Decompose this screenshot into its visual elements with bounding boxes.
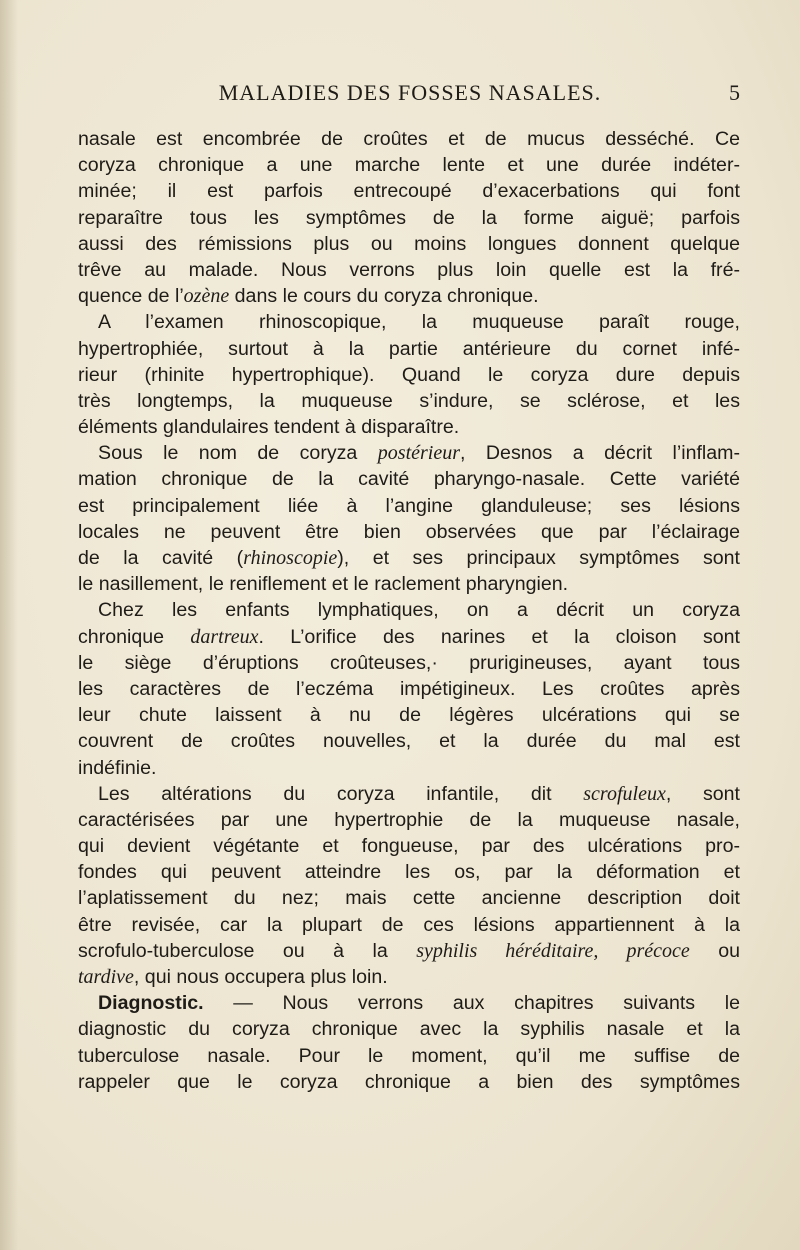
text-line — [78, 964, 740, 990]
text-segment: diagnostic du coryza chronique avec la syphilis nasale et la — [78, 1018, 740, 1041]
text-line — [78, 519, 740, 545]
bold-text: Diagnostic. — [98, 992, 204, 1015]
running-title: MALADIES DES FOSSES NASALES. — [218, 80, 602, 105]
text-segment: rappeler que le coryza chronique a bien des symptômes — [78, 1070, 740, 1093]
text-line — [78, 859, 740, 885]
text-line — [78, 885, 740, 911]
italic-text: scrofuleux — [583, 782, 666, 805]
text-segment: chronique — [78, 625, 191, 648]
text-line — [78, 126, 740, 152]
text-segment: qui devient végétante et fongueuse, par des ulcérations pro- — [78, 835, 740, 858]
text-segment: aussi des rémissions plus ou moins longues donnent quelque — [78, 232, 740, 255]
text-segment: locales ne peuvent être bien observées que par l’éclairage — [78, 520, 740, 543]
text-segment: trêve au malade. Nous verrons plus loin quelle est la fré- — [78, 258, 740, 281]
text-segment: ou — [689, 939, 740, 962]
text-line — [78, 362, 740, 388]
text-line — [78, 833, 740, 859]
text-segment: ), et ses principaux symptômes sont — [337, 547, 740, 569]
text-line — [78, 414, 740, 440]
text-segment: le siège d’éruptions croûteuses,· prurigineuses, ayant tous — [78, 651, 740, 674]
text-line — [78, 597, 740, 623]
text-segment: minée; il est parfois entrecoupé d’exacerbations qui font — [78, 180, 740, 203]
text-line — [78, 702, 740, 728]
text-line — [78, 938, 740, 964]
text-line — [78, 257, 740, 283]
text-line — [78, 1016, 740, 1042]
text-line — [78, 624, 740, 650]
page-header — [80, 80, 740, 112]
text-segment: scrofulo-tuberculose ou à la — [78, 939, 417, 962]
text-line — [78, 493, 740, 519]
text-line — [78, 650, 740, 676]
text-line — [78, 1069, 740, 1095]
text-segment: l’aplatissement du nez; mais cette ancienne description doit — [78, 887, 740, 910]
text-segment: hypertrophiée, surtout à la partie antérieure du cornet infé- — [78, 337, 740, 360]
text-segment: . L’orifice des narines et la cloison sont — [258, 625, 740, 648]
text-segment: Chez les enfants lymphatiques, on a décrit un coryza — [98, 599, 740, 622]
text-segment: leur chute laissent à nu de légères ulcérations qui se — [78, 704, 740, 727]
text-segment: coryza chronique a une marche lente et une durée indéter- — [78, 154, 740, 177]
text-segment: , sont — [665, 782, 740, 805]
text-line — [78, 755, 740, 781]
text-segment: Sous le nom de coryza — [98, 442, 378, 465]
text-line — [78, 912, 740, 938]
text-segment: tuberculose nasale. Pour le moment, qu’il me suffise de — [78, 1044, 740, 1067]
text-line — [78, 807, 740, 833]
text-segment: reparaître tous les symptômes de la forme aiguë; parfois — [78, 206, 740, 229]
text-segment: mation chronique de la cavité pharyngo-nasale. Cette variété — [78, 468, 740, 491]
text-segment: dans le cours du coryza chronique. — [229, 285, 539, 308]
text-line — [78, 309, 740, 335]
text-line — [78, 388, 740, 414]
text-segment: couvrent de croûtes nouvelles, et la durée du mal est — [78, 730, 740, 753]
text-segment: les caractères de l’eczéma impétigineux. Les croûtes après — [78, 677, 740, 700]
text-line — [78, 1043, 740, 1069]
text-segment: le nasillement, le reniflement et le raclement pharyngien. — [78, 573, 569, 596]
text-segment: éléments glandulaires tendent à disparaître. — [78, 416, 460, 439]
text-segment: A l’examen rhinoscopique, la muqueuse paraît rouge, — [98, 311, 740, 334]
text-line — [78, 728, 740, 754]
italic-text: ozène — [183, 285, 230, 308]
text-segment: caractérisées par une hypertrophie de la muqueuse nasale, — [78, 808, 740, 831]
text-segment: fondes qui peuvent atteindre les os, par la déformation et — [78, 861, 740, 884]
text-line — [78, 283, 740, 309]
text-segment: nasale est encombrée de croûtes et de mucus desséché. Ce — [78, 128, 740, 150]
text-line — [78, 231, 740, 257]
text-line — [78, 152, 740, 178]
italic-text: dartreux — [190, 625, 259, 648]
text-line — [78, 178, 740, 204]
text-segment: être revisée, car la plupart de ces lésions appartiennent à la — [78, 913, 740, 936]
page-number: 5 — [729, 80, 740, 105]
text-line — [78, 571, 740, 597]
text-line — [78, 440, 740, 466]
text-segment: rieur (rhinite hypertrophique). Quand le coryza dure depuis — [78, 363, 740, 386]
text-segment: , Desnos a décrit l’inflam- — [460, 442, 740, 465]
body-text — [78, 126, 740, 1095]
text-line — [78, 336, 740, 362]
text-segment: très longtemps, la muqueuse s’indure, se sclérose, et les — [78, 389, 740, 412]
text-line — [78, 466, 740, 492]
italic-text: syphilis héréditaire, précoce — [416, 939, 690, 962]
text-line — [78, 676, 740, 702]
text-segment: de la cavité ( — [78, 547, 244, 569]
text-segment: quence de l’ — [78, 285, 184, 308]
text-segment: — Nous verrons aux chapitres suivants le — [203, 992, 740, 1015]
text-line — [78, 545, 740, 571]
text-segment: , qui nous occupera plus loin. — [133, 966, 388, 988]
page-spine-shadow — [0, 0, 18, 1250]
italic-text: tardive — [78, 966, 134, 988]
text-segment: indéfinie. — [78, 756, 157, 779]
italic-text: rhinoscopie — [243, 547, 338, 569]
italic-text: postérieur — [377, 442, 461, 465]
text-segment: Les altérations du coryza infantile, dit — [98, 782, 584, 805]
text-line — [78, 205, 740, 231]
text-line — [78, 990, 740, 1016]
text-line — [78, 781, 740, 807]
text-segment: est principalement liée à l’angine glanduleuse; ses lésions — [78, 494, 740, 517]
